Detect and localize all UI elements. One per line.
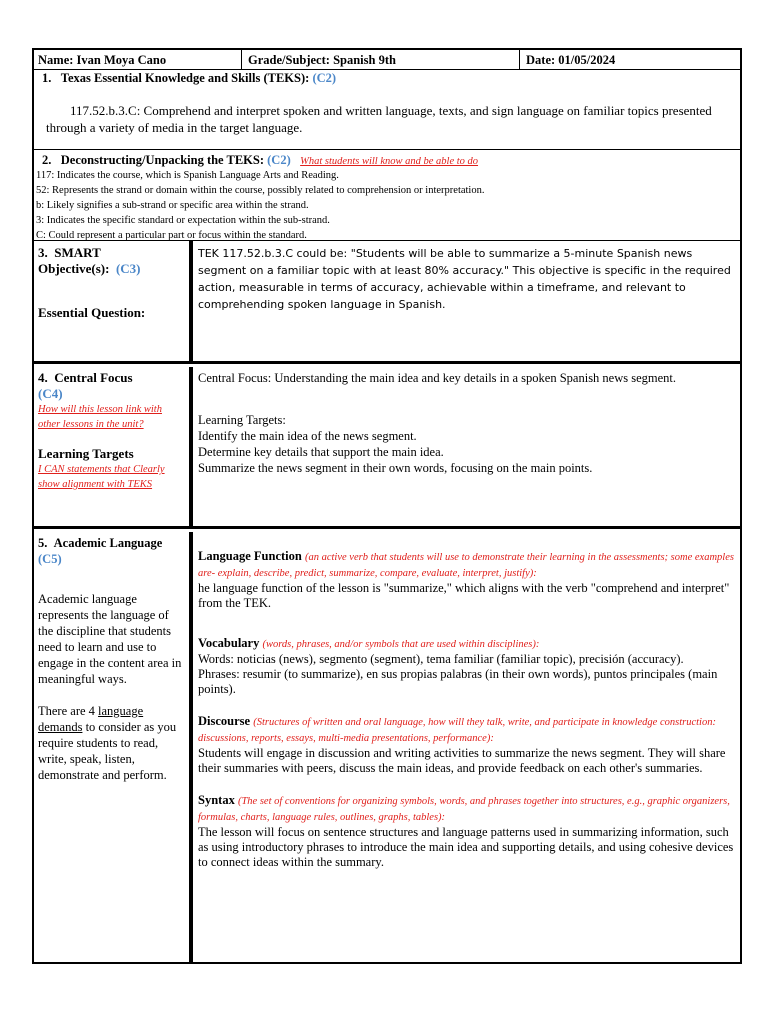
teks-breakdown-list: [36, 168, 736, 243]
central-focus-note: How will this lesson link with other lessons in the unit?: [38, 404, 162, 430]
section-title: SMART: [54, 245, 101, 260]
central-focus-content: [198, 370, 738, 476]
divider: [519, 50, 520, 70]
grade-label: Grade/Subject:: [248, 53, 330, 67]
section-2-unpacking: [34, 150, 740, 241]
section-code: (C5): [38, 552, 62, 566]
section-4-label: [38, 370, 188, 492]
grade-value: Spanish 9th: [333, 53, 396, 67]
language-function-block: [198, 549, 738, 611]
name-cell: [38, 51, 238, 69]
teks-breakdown-line: 52: Represents the strand or domain within the course, possibly related to comprehension or interpretation.: [36, 185, 485, 196]
teks-breakdown-line: C: Could represent a particular part or focus within the standard.: [36, 230, 307, 241]
smart-objective-text: TEK 117.52.b.3.C could be: "Students will be able to summarize a 5-minute Spanish news segment on a familiar topic with at least 80% accuracy." This objective is specific in the required action, measurable in terms of accuracy, achievable within a timeframe, and relevant to comprehending spoken language in Spanish.: [198, 247, 731, 311]
date-cell: [526, 51, 736, 69]
grade-cell: [248, 51, 518, 69]
section-title: Deconstructing/Unpacking the TEKS:: [60, 153, 265, 167]
section-1-teks: [34, 70, 740, 150]
learning-targets-heading: Learning Targets:: [198, 413, 286, 427]
date-label: Date:: [526, 53, 556, 67]
date-value: 01/05/2024: [558, 53, 616, 67]
section-5-label: [38, 535, 186, 783]
section-number: 1.: [42, 71, 52, 85]
syntax-title: Syntax: [198, 793, 235, 807]
discourse-note: (Structures of written and oral language, how will they talk, write, and participate in knowledge construction: discussions, reports, essays, multi-media presentations, performance):: [198, 717, 716, 744]
name-label: Name:: [38, 53, 74, 67]
section-title: Academic Language: [53, 536, 163, 550]
language-function-text: he language function of the lesson is "summarize," which aligns with the verb "comprehend and interpret" from the TEK.: [198, 581, 730, 610]
section-number: 5.: [38, 536, 48, 550]
section-code: (C2): [267, 153, 291, 167]
language-demands-prefix: There are 4: [38, 704, 95, 718]
syntax-block: [198, 793, 738, 870]
discourse-title: Discourse: [198, 714, 251, 728]
language-function-note: (an active verb that students will use to demonstrate their learning in the assessments; some examples are- explain, describe, predict, summarize, compare, evaluate, interpret, justify):: [198, 552, 734, 579]
vocabulary-title: Vocabulary: [198, 636, 260, 650]
header-row: [34, 50, 740, 70]
section-3-smart: [34, 241, 740, 364]
section-number: 4.: [38, 370, 48, 385]
learning-target-item: Identify the main idea of the news segment.: [198, 429, 417, 443]
section-title: Central Focus: [54, 370, 133, 385]
essential-question-label: Essential Question:: [38, 305, 146, 320]
section-code: (C4): [38, 386, 63, 401]
vocabulary-words: Words: noticias (news), segmento (segment), tema familiar (familiar topic), precisión (accuracy).: [198, 652, 684, 666]
section-number: 2.: [42, 153, 52, 167]
section-title: Objective(s):: [38, 261, 110, 276]
section-2-heading: [42, 152, 742, 169]
vocabulary-phrases: Phrases: resumir (to summarize), en sus propias palabras (in their own words), puntos principales (main points).: [198, 667, 718, 696]
language-function-title: Language Function: [198, 549, 302, 563]
section-number: 3.: [38, 245, 48, 260]
syntax-note: (The set of conventions for organizing symbols, words, and phrases together into structures, e.g., graphic organizers, formulas, charts, language rules, outlines, graphs, tables):: [198, 796, 730, 823]
section-1-text: 117.52.b.3.C: Comprehend and interpret spoken and written language, texts, and sign language on familiar topics presented through a variety of media in the target language.: [46, 103, 712, 135]
section-3-label: [38, 245, 188, 321]
language-demands-suffix: to consider as you require students to read, write, speak, listen, demonstrate and perform.: [38, 720, 177, 782]
section-code: (C2): [312, 71, 337, 85]
section-4-central-focus: [34, 367, 740, 529]
learning-targets-note: I CAN statements that Clearly show alignment with TEKS: [38, 464, 165, 490]
discourse-text: Students will engage in discussion and writing activities to summarize the news segment. They will share their summaries with peers, discuss the main ideas, and provide feedback on each other's summaries.: [198, 746, 726, 775]
divider: [189, 241, 193, 364]
language-demands-text: [38, 703, 186, 783]
divider: [189, 367, 193, 529]
lesson-plan-document: [32, 48, 742, 964]
learning-targets-label: Learning Targets: [38, 446, 134, 461]
language-demands-term: language demands: [38, 704, 144, 734]
academic-language-content: [198, 549, 738, 870]
teks-breakdown-line: 3: Indicates the specific standard or expectation within the sub-strand.: [36, 215, 330, 226]
central-focus-text: Central Focus: Understanding the main idea and key details in a spoken Spanish news segment.: [198, 371, 677, 385]
teks-breakdown-line: 117: Indicates the course, which is Spanish Language Arts and Reading.: [36, 170, 339, 181]
name-value: Ivan Moya Cano: [76, 53, 167, 67]
vocabulary-note: (words, phrases, and/or symbols that are used within disciplines):: [262, 639, 540, 650]
syntax-text: The lesson will focus on sentence structures and language patterns used in summarizing information, such as using introductory phrases to introduce the main idea and supporting details, and using cohesive devices to connect ideas within the summary.: [198, 825, 734, 869]
divider: [189, 532, 193, 962]
section-note: What students will know and be able to do: [300, 156, 479, 167]
discourse-block: [198, 714, 738, 776]
learning-target-item: Determine key details that support the main idea.: [198, 445, 444, 459]
vocabulary-block: [198, 636, 738, 697]
section-1-heading: [42, 70, 732, 86]
section-code: (C3): [115, 261, 141, 276]
section-5-academic-language: [34, 532, 740, 962]
divider: [241, 50, 242, 70]
academic-language-description: Academic language represents the language of the discipline that students need to learn and use to engage in the content area in meaningful ways.: [38, 592, 182, 686]
section-title: Texas Essential Knowledge and Skills (TEKS):: [60, 71, 310, 85]
teks-breakdown-line: b: Likely signifies a sub-strand or specific area within the strand.: [36, 200, 309, 211]
learning-target-item: Summarize the news segment in their own words, focusing on the main points.: [198, 461, 593, 475]
